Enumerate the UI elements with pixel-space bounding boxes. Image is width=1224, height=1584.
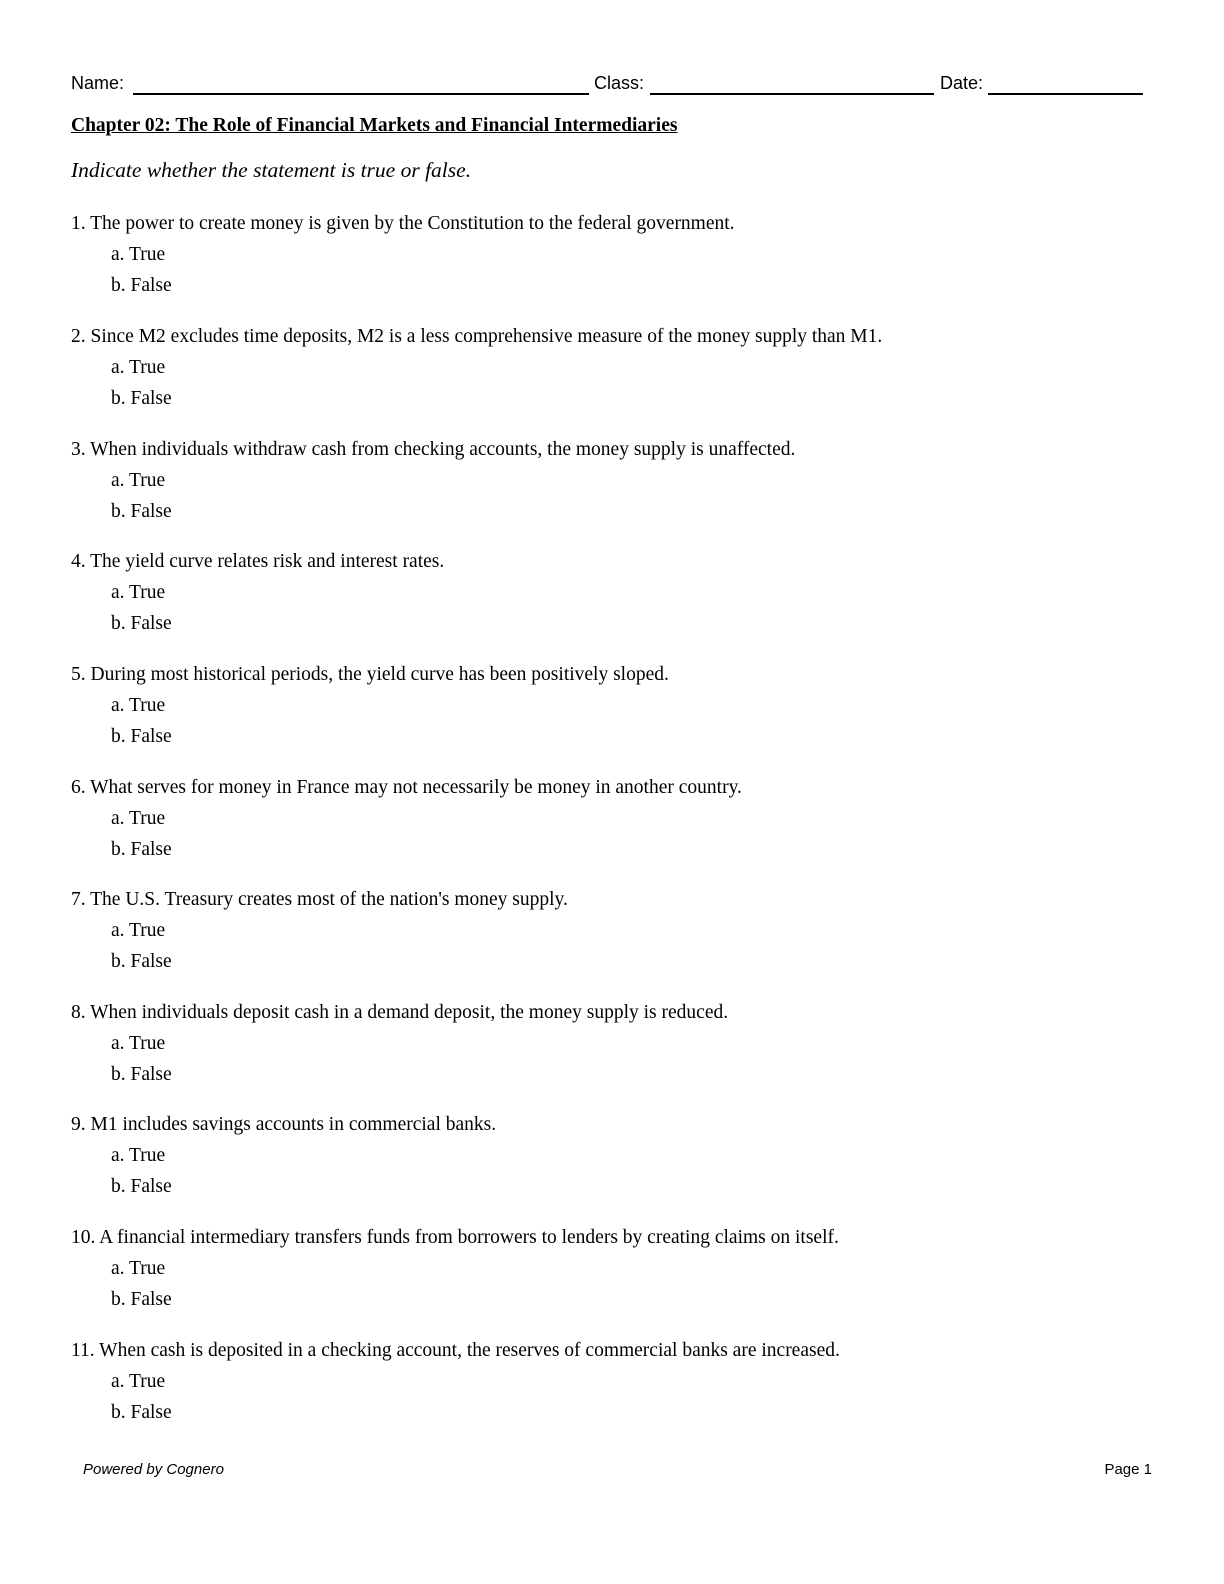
option-true[interactable]: a. True bbox=[111, 920, 166, 941]
option-false[interactable]: b. False bbox=[111, 839, 172, 860]
question-6 bbox=[71, 777, 742, 861]
question-5 bbox=[71, 664, 669, 748]
option-false[interactable]: b. False bbox=[111, 1289, 172, 1310]
question-7 bbox=[71, 889, 568, 973]
question-2 bbox=[71, 326, 882, 410]
option-true[interactable]: a. True bbox=[111, 1033, 166, 1054]
option-true[interactable]: a. True bbox=[111, 808, 166, 829]
option-false[interactable]: b. False bbox=[111, 1402, 172, 1423]
instructions: Indicate whether the statement is true or false. bbox=[71, 158, 472, 182]
question-text: 11. When cash is deposited in a checking account, the reserves of commercial banks are increased. bbox=[71, 1340, 840, 1361]
question-1 bbox=[71, 213, 735, 297]
question-text: 5. During most historical periods, the yield curve has been positively sloped. bbox=[71, 664, 669, 685]
option-true[interactable]: a. True bbox=[111, 1371, 166, 1392]
date-blank[interactable] bbox=[988, 93, 1143, 95]
question-9 bbox=[71, 1114, 496, 1198]
option-false[interactable]: b. False bbox=[111, 951, 172, 972]
question-3 bbox=[71, 439, 795, 523]
option-false[interactable]: b. False bbox=[111, 1176, 172, 1197]
question-text: 3. When individuals withdraw cash from checking accounts, the money supply is unaffected. bbox=[71, 439, 796, 460]
question-11 bbox=[71, 1340, 840, 1424]
option-true[interactable]: a. True bbox=[111, 244, 166, 265]
question-text: 10. A financial intermediary transfers funds from borrowers to lenders by creating claims on itself. bbox=[71, 1227, 839, 1248]
option-false[interactable]: b. False bbox=[111, 726, 172, 747]
class-blank[interactable] bbox=[650, 93, 934, 95]
date-field[interactable] bbox=[940, 71, 1143, 97]
option-true[interactable]: a. True bbox=[111, 582, 166, 603]
option-true[interactable]: a. True bbox=[111, 695, 166, 716]
page-number: Page 1 bbox=[1104, 1461, 1152, 1478]
question-text: 7. The U.S. Treasury creates most of the nation's money supply. bbox=[71, 889, 568, 910]
date-label: Date: bbox=[940, 73, 984, 93]
class-label: Class: bbox=[594, 73, 645, 93]
option-true[interactable]: a. True bbox=[111, 1145, 166, 1166]
option-true[interactable]: a. True bbox=[111, 470, 166, 491]
name-blank[interactable] bbox=[133, 93, 589, 95]
option-false[interactable]: b. False bbox=[111, 613, 172, 634]
question-4 bbox=[71, 551, 444, 635]
option-false[interactable]: b. False bbox=[111, 1064, 172, 1085]
question-8 bbox=[71, 1002, 728, 1086]
question-text: 2. Since M2 excludes time deposits, M2 is a less comprehensive measure of the money supply than M1. bbox=[71, 326, 883, 347]
option-false[interactable]: b. False bbox=[111, 275, 172, 296]
question-text: 4. The yield curve relates risk and interest rates. bbox=[71, 551, 445, 572]
option-true[interactable]: a. True bbox=[111, 1258, 166, 1279]
option-false[interactable]: b. False bbox=[111, 501, 172, 522]
class-field[interactable] bbox=[594, 71, 936, 97]
question-text: 8. When individuals deposit cash in a demand deposit, the money supply is reduced. bbox=[71, 1002, 729, 1023]
option-true[interactable]: a. True bbox=[111, 357, 166, 378]
powered-by: Powered by Cognero bbox=[83, 1461, 224, 1478]
question-text: 6. What serves for money in France may not necessarily be money in another country. bbox=[71, 777, 742, 798]
question-text: 9. M1 includes savings accounts in commercial banks. bbox=[71, 1114, 497, 1135]
header-fields bbox=[71, 71, 1143, 97]
question-10 bbox=[71, 1227, 839, 1311]
option-false[interactable]: b. False bbox=[111, 388, 172, 409]
question-text: 1. The power to create money is given by the Constitution to the federal government. bbox=[71, 213, 735, 234]
chapter-title: Chapter 02: The Role of Financial Markets and Financial Intermediaries bbox=[71, 115, 678, 136]
name-field[interactable] bbox=[71, 71, 591, 97]
name-label: Name: bbox=[71, 73, 125, 93]
